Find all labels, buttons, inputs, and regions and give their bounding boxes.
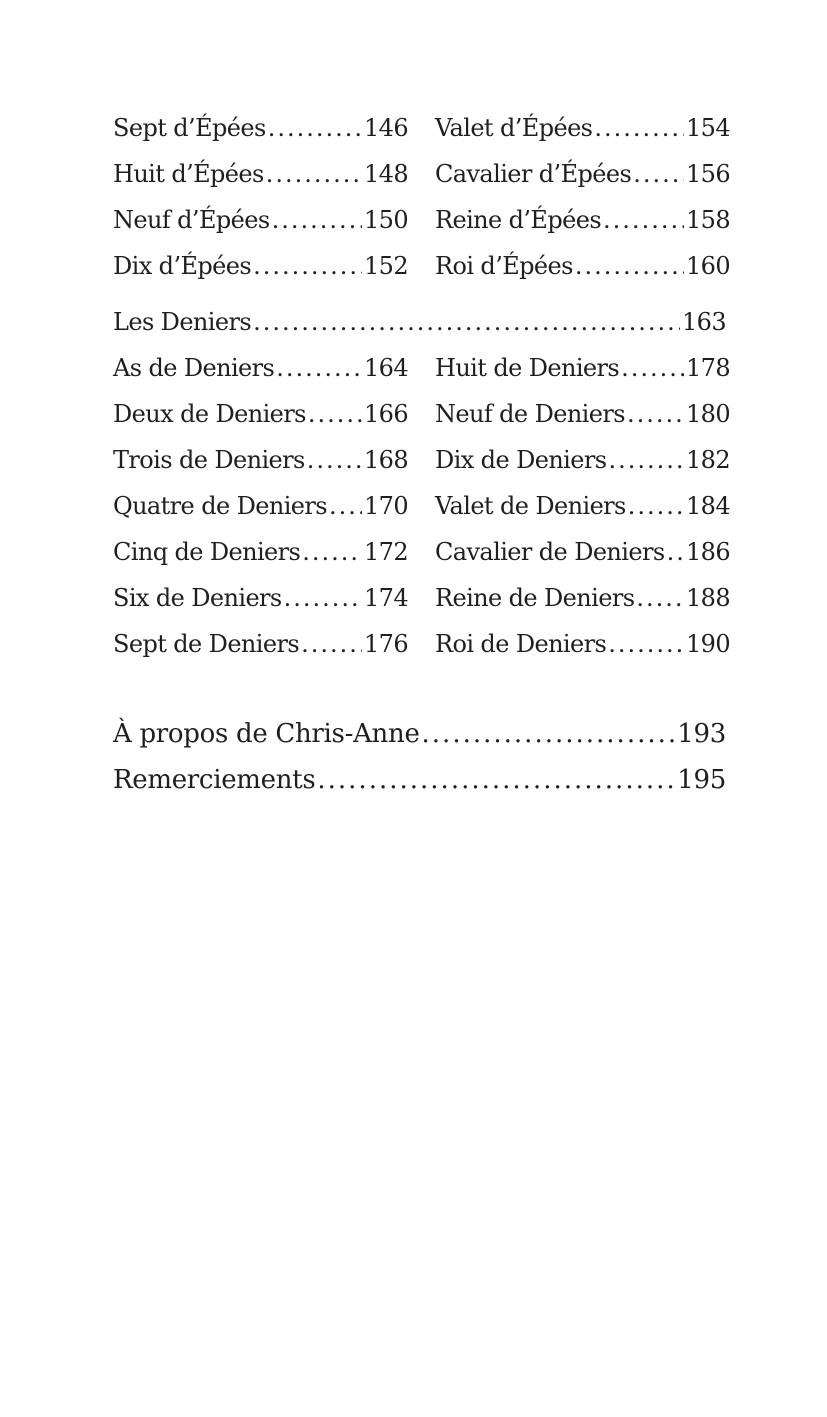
dot-leader bbox=[276, 348, 362, 388]
entry-page-number: 190 bbox=[685, 630, 730, 658]
dot-leader bbox=[284, 578, 362, 618]
dot-leader bbox=[608, 624, 684, 664]
dot-leader bbox=[608, 440, 684, 480]
entry-label: Sept d’Épées bbox=[113, 114, 266, 142]
entry-label: Dix de Deniers bbox=[435, 446, 607, 474]
entry-label: Huit d’Épées bbox=[113, 160, 264, 188]
section-page-number: 163 bbox=[681, 308, 726, 336]
entry-label: Sept de Deniers bbox=[113, 630, 300, 658]
entry-page-number: 148 bbox=[363, 160, 408, 188]
entry-label: Neuf de Deniers bbox=[435, 400, 625, 428]
entry-label: Trois de Deniers bbox=[113, 446, 305, 474]
toc-entry-roi-deniers[interactable] bbox=[435, 624, 730, 670]
toc-entry-huit-deniers[interactable] bbox=[435, 348, 730, 394]
dot-leader bbox=[301, 624, 362, 664]
toc-entry-a-propos[interactable] bbox=[113, 714, 726, 760]
entry-page-number: 178 bbox=[685, 354, 730, 382]
toc-entry-dix-deniers[interactable] bbox=[435, 440, 730, 486]
dot-leader bbox=[627, 394, 684, 434]
deniers-entries bbox=[113, 348, 730, 670]
entry-label: Cavalier de Deniers bbox=[435, 538, 665, 566]
entry-page-number: 154 bbox=[685, 114, 730, 142]
section-label: Les Deniers bbox=[113, 308, 252, 336]
dot-leader bbox=[594, 108, 684, 148]
dot-leader bbox=[268, 108, 362, 148]
toc-entry-cavalier-deniers[interactable] bbox=[435, 532, 730, 578]
dot-leader bbox=[636, 578, 684, 618]
dot-leader bbox=[307, 440, 362, 480]
dot-leader bbox=[603, 200, 684, 240]
entry-label: Neuf d’Épées bbox=[113, 206, 270, 234]
entry-page-number: 158 bbox=[685, 206, 730, 234]
entry-label: Deux de Deniers bbox=[113, 400, 306, 428]
entry-page-number: 188 bbox=[685, 584, 730, 612]
entry-page-number: 195 bbox=[677, 765, 726, 795]
entry-page-number: 146 bbox=[363, 114, 408, 142]
dot-leader bbox=[302, 532, 362, 572]
toc-entry-reine-deniers[interactable] bbox=[435, 578, 730, 624]
toc-entry-valet-deniers[interactable] bbox=[435, 486, 730, 532]
section-spacer bbox=[113, 670, 730, 714]
dot-leader bbox=[317, 760, 675, 800]
entry-page-number: 174 bbox=[363, 584, 408, 612]
entry-page-number: 156 bbox=[685, 160, 730, 188]
entry-label: À propos de Chris-Anne bbox=[113, 719, 420, 749]
dot-leader bbox=[633, 154, 684, 194]
table-of-contents bbox=[113, 108, 730, 806]
entry-page-number: 186 bbox=[685, 538, 730, 566]
entry-label: Dix d’Épées bbox=[113, 252, 252, 280]
toc-entry-sept-deniers[interactable] bbox=[113, 624, 408, 670]
dot-leader bbox=[575, 246, 684, 286]
entry-page-number: 182 bbox=[685, 446, 730, 474]
toc-entry-remerciements[interactable] bbox=[113, 760, 726, 806]
toc-entry-as-deniers[interactable] bbox=[113, 348, 408, 394]
entry-page-number: 172 bbox=[363, 538, 408, 566]
entry-label: Six de Deniers bbox=[113, 584, 282, 612]
toc-entry-valet-epees[interactable] bbox=[435, 108, 730, 154]
dot-leader bbox=[621, 348, 684, 388]
entry-page-number: 152 bbox=[363, 252, 408, 280]
epees-entries bbox=[113, 108, 730, 292]
dot-leader bbox=[266, 154, 362, 194]
entry-page-number: 193 bbox=[677, 719, 726, 749]
entry-label: Remerciements bbox=[113, 765, 316, 795]
dot-leader bbox=[308, 394, 362, 434]
dot-leader bbox=[667, 532, 684, 572]
entry-label: Quatre de Deniers bbox=[113, 492, 327, 520]
toc-entry-sept-epees[interactable] bbox=[113, 108, 408, 154]
toc-entry-trois-deniers[interactable] bbox=[113, 440, 408, 486]
entry-label: Reine d’Épées bbox=[435, 206, 602, 234]
entry-label: Roi d’Épées bbox=[435, 252, 573, 280]
toc-entry-dix-epees[interactable] bbox=[113, 246, 408, 292]
toc-entry-roi-epees[interactable] bbox=[435, 246, 730, 292]
entry-page-number: 170 bbox=[363, 492, 408, 520]
entry-page-number: 180 bbox=[685, 400, 730, 428]
entry-page-number: 164 bbox=[363, 354, 408, 382]
toc-entry-quatre-deniers[interactable] bbox=[113, 486, 408, 532]
toc-entry-six-deniers[interactable] bbox=[113, 578, 408, 624]
toc-entry-cinq-deniers[interactable] bbox=[113, 532, 408, 578]
dot-leader bbox=[422, 714, 676, 754]
entry-page-number: 160 bbox=[685, 252, 730, 280]
entry-label: Huit de Deniers bbox=[435, 354, 620, 382]
entry-page-number: 166 bbox=[363, 400, 408, 428]
entry-page-number: 184 bbox=[685, 492, 730, 520]
dot-leader bbox=[329, 486, 362, 526]
toc-entry-cavalier-epees[interactable] bbox=[435, 154, 730, 200]
entry-page-number: 168 bbox=[363, 446, 408, 474]
toc-section-les-deniers[interactable] bbox=[113, 302, 726, 348]
entry-page-number: 176 bbox=[363, 630, 408, 658]
entry-page-number: 150 bbox=[363, 206, 408, 234]
toc-entry-neuf-deniers[interactable] bbox=[435, 394, 730, 440]
entry-label: Cinq de Deniers bbox=[113, 538, 301, 566]
toc-entry-reine-epees[interactable] bbox=[435, 200, 730, 246]
dot-leader bbox=[253, 302, 680, 342]
entry-label: Roi de Deniers bbox=[435, 630, 607, 658]
dot-leader bbox=[253, 246, 362, 286]
dot-leader bbox=[272, 200, 362, 240]
entry-label: Reine de Deniers bbox=[435, 584, 635, 612]
dot-leader bbox=[628, 486, 684, 526]
toc-entry-huit-epees[interactable] bbox=[113, 154, 408, 200]
entry-label: Valet d’Épées bbox=[435, 114, 593, 142]
entry-label: Cavalier d’Épées bbox=[435, 160, 632, 188]
toc-entry-neuf-epees[interactable] bbox=[113, 200, 408, 246]
entry-label: Valet de Deniers bbox=[435, 492, 626, 520]
entry-label: As de Deniers bbox=[113, 354, 275, 382]
toc-entry-deux-deniers[interactable] bbox=[113, 394, 408, 440]
